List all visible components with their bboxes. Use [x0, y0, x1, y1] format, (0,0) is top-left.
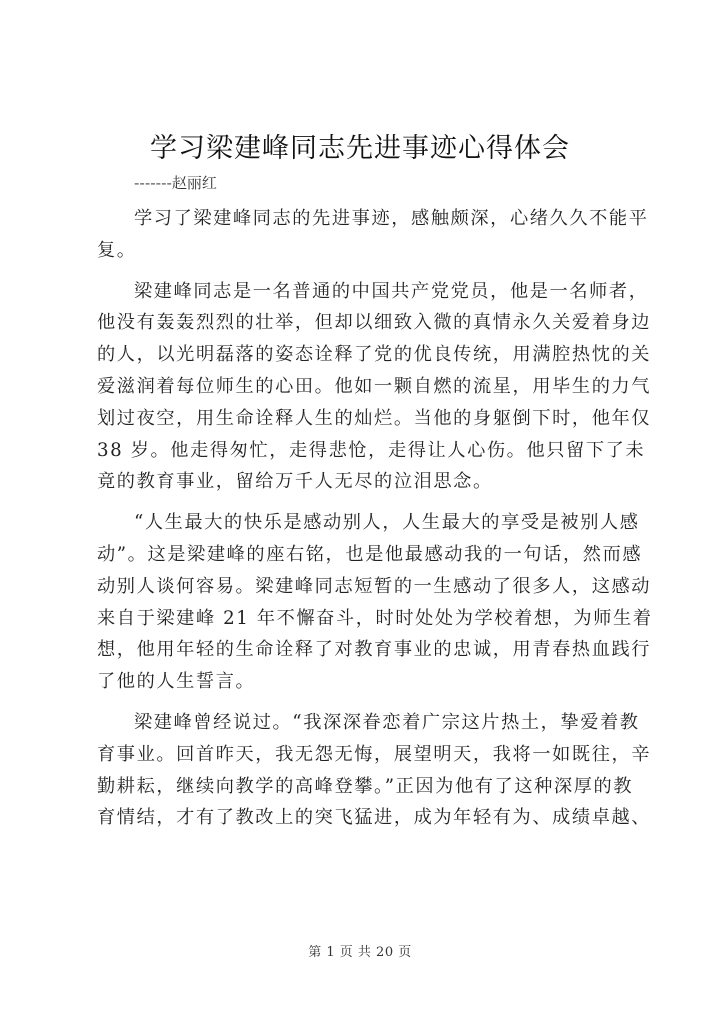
text-line: 划过夜空，用生命诠释人生的灿烂。当他的身躯倒下时，他年仅	[97, 407, 652, 429]
text-line: 来自于梁建峰 21 年不懈奋斗，时时处处为学校着想，为师生着	[97, 607, 653, 629]
text-line: 动”。这是梁建峰的座右铭，也是他最感动我的一句话，然而感	[97, 543, 643, 565]
text-line: 梁建峰曾经说过。“我深深眷恋着广宗这片热土，挚爱着教	[134, 711, 640, 733]
text-line: 学习了梁建峰同志的先进事迹，感触颇深，心绪久久不能平	[134, 208, 649, 229]
document-body	[97, 203, 653, 834]
text-line: 了他的人生誓言。	[97, 671, 256, 693]
text-line: 育事业。回首昨天，我无怨无悔，展望明天，我将一如既往，辛	[97, 743, 652, 765]
text-line: 的人，以光明磊落的姿态诠释了党的优良传统，用满腔热忱的关	[97, 344, 652, 366]
text-line: 爱滋润着每位师生的心田。他如一颗自燃的流星，用毕生的力气	[97, 375, 652, 397]
author-line	[134, 172, 217, 193]
paragraph-3	[97, 507, 653, 698]
text-line: 复。	[97, 239, 137, 261]
text-line: 育情结，才有了教改上的突飞猛进，成为年轻有为、成绩卓越、	[97, 807, 652, 829]
author-dash-prefix: -------	[134, 174, 172, 192]
text-line: 他没有轰轰烈烈的壮举，但却以细致入微的真情永久关爱着身边	[97, 312, 652, 334]
text-line: “人生最大的快乐是感动别人，人生最大的享受是被别人感	[134, 512, 640, 534]
paragraph-1	[97, 203, 649, 267]
text-line: 勤耕耘，继续向教学的高峰登攀。”正因为他有了这种深厚的教	[97, 775, 634, 797]
text-line: 梁建峰同志是一名普通的中国共产党党员，他是一名师者，	[134, 280, 649, 302]
paragraph-4	[97, 707, 652, 834]
text-line: 想，他用年轻的生命诠释了对教育事业的忠诚，用青春热血践行	[97, 639, 652, 661]
paragraph-2	[97, 276, 652, 499]
text-line: 竟的教育事业，留给万千人无尽的泣泪思念。	[97, 471, 493, 493]
author-name: 赵丽红	[171, 174, 217, 192]
page-number-footer: 第 1 页 共 20 页	[308, 945, 412, 960]
text-line: 38 岁。他走得匆忙，走得悲怆，走得让人心伤。他只留下了未	[97, 439, 646, 461]
document-title: 学习梁建峰同志先进事迹心得体会	[150, 133, 570, 164]
text-line: 动别人谈何容易。梁建峰同志短暂的一生感动了很多人，这感动	[97, 575, 652, 597]
